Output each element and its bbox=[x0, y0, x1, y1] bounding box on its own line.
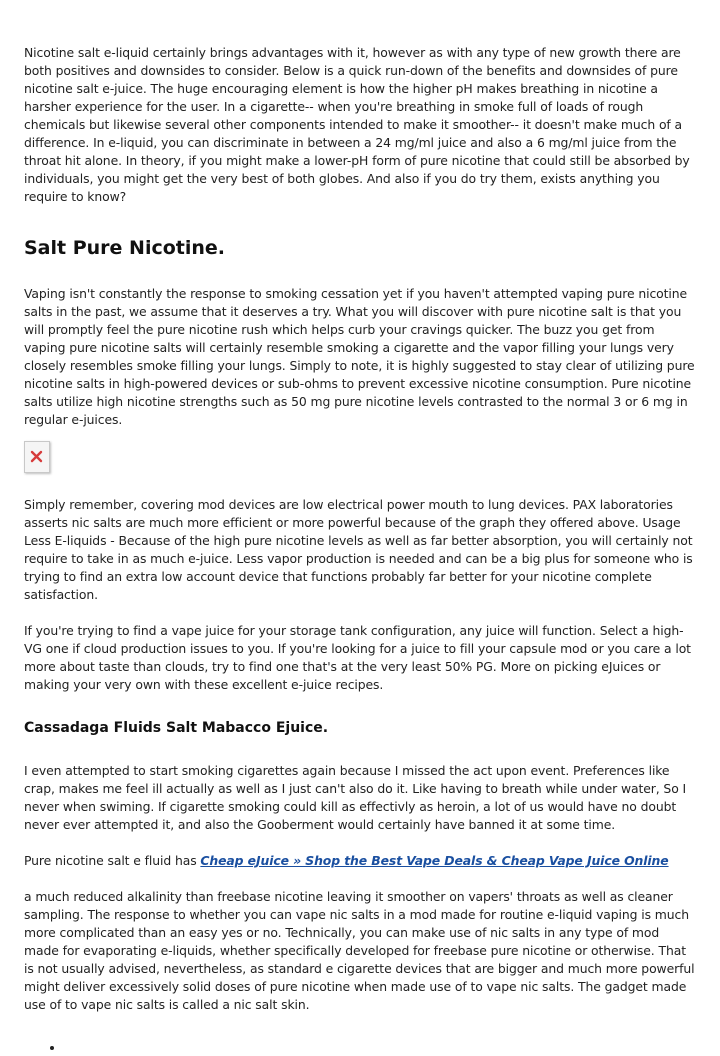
tank-paragraph: If you're trying to find a vape juice for your storage tank configuration, any juice will function. Select a high-VG one if cloud production issues to you. If you're looking for a juice to fill your capsule mod or you care a lot more about taste than clouds, try to find one that's at the very least 50% PG. More on picking eJuices or making your very own with these excellent e-juice recipes. bbox=[24, 623, 691, 692]
heading-cassadaga-fluids: Cassadaga Fluids Salt Mabacco Ejuice. bbox=[24, 720, 329, 736]
broken-image-icon bbox=[30, 450, 43, 463]
smoking-paragraph: I even attempted to start smoking cigarettes again because I missed the act upon event. Preferences like crap, makes me feel ill actually as well as I just can't also do it. Like having to breath while under water, So I never when swiming. If cigarette smoking could kill as effectivly as heroin, a lot of us would have no doubt never ever attempted it, and also the Gooberment would certainly have banned it at some time. bbox=[24, 763, 687, 832]
link-prefix: Pure nicotine salt e fluid has bbox=[24, 853, 201, 868]
list-item bbox=[64, 1038, 696, 1056]
intro-paragraph: Nicotine salt e-liquid certainly brings advantages with it, however as with any type of new growth there are both positives and downsides to consider. Below is a quick run-down of the benefits and downsides of pure nicotine salt e-juice. The huge encouraging element is how the higher pH makes breathing in nicotine a harsher experience for the user. In a cigarette-- when you're breathing in smoke full of loads of rough chemicals but likewise several other components intended to make it smoother-- it doesn't make much of a difference. In e-liquid, you can discriminate in between a 24 mg/ml juice and also a 6 mg/ml juice from the throat hit alone. In theory, if you might make a lower-pH form of pure nicotine that could still be absorbed by individuals, you might get the very best of both globes. And also if you do try them, exists anything you require to know? bbox=[24, 45, 690, 204]
vaping-paragraph: Vaping isn't constantly the response to smoking cessation yet if you haven't attempted vaping pure nicotine salts in the past, we assume that it deserves a try. What you will discover with pure nicotine salt is that you will promptly feel the pure nicotine rush which helps curb your cravings quicker. The buzz you get from vaping pure nicotine salts will certainly resemble smoking a cigarette and the vapor filling your lungs very closely resembles smoke filling your lungs. Simply to note, it is highly suggested to stay clear of utilizing pure nicotine salts in high-powered devices or sub-ohms to prevent excessive nicotine consumption. Pure nicotine salts utilize high nicotine strengths such as 50 mg pure nicotine levels contrasted to the normal 3 or 6 mg in regular e-juices. bbox=[24, 286, 695, 427]
cheap-ejuice-link[interactable]: Cheap eJuice » Shop the Best Vape Deals & Cheap Vape Juice Online bbox=[200, 853, 669, 868]
alkalinity-paragraph: a much reduced alkalinity than freebase nicotine leaving it smoother on vapers' throats as well as cleaner sampling. The response to whether you can vape nic salts in a mod made for routine e-liquid vaping is much more complicated than an easy yes or no. Technically, you can make use of nic salts in any type of mod made for evaporating e-liquids, whether specifically developed for freebase pure nicotine or otherwise. That is not usually advised, nevertheless, as standard e cigarette devices that are bigger and much more powerful might deliver excessively solid doses of pure nicotine when made use of to vape nic salts. The gadget made use of to vape nic salts is called a nic salt skin. bbox=[24, 889, 695, 1012]
link-paragraph bbox=[24, 852, 696, 870]
remember-paragraph: Simply remember, covering mod devices are low electrical power mouth to lung devices. PAX laboratories asserts nic salts are much more efficient or more powerful because of the graph they offered above. Usage Less E-liquids - Because of the high pure nicotine levels as well as far better absorption, you will certainly not require to take in as much e-juice. Less vapor production is needed and can be a big plus for someone who is trying to find an extra low account device that functions probably far better for your nicotine complete satisfaction. bbox=[24, 497, 693, 602]
heading-salt-pure-nicotine: Salt Pure Nicotine. bbox=[24, 237, 225, 259]
broken-image bbox=[24, 441, 50, 473]
bullet-list bbox=[24, 1038, 696, 1056]
